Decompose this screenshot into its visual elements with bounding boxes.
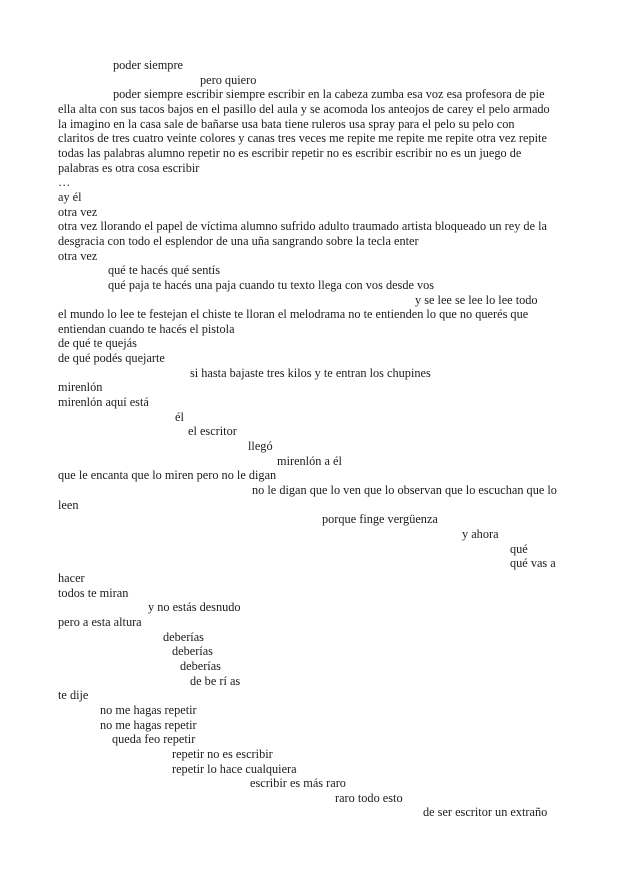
poem-line: deberías — [172, 644, 213, 659]
poem-line: entiendan cuando te hacés el pistola — [58, 321, 235, 336]
poem-line: palabras es otra cosa escribir — [58, 160, 200, 175]
poem-line: repetir lo hace cualquiera — [172, 761, 297, 776]
poem-line: deberías — [180, 658, 221, 673]
poem-line: de qué podés quejarte — [58, 351, 165, 366]
poem-line: de qué te quejás — [58, 336, 137, 351]
poem-line: pero a esta altura — [58, 614, 142, 629]
poem-line: todas las palabras alumno repetir no es escribir repetir no es escribir escribir no es un juego de — [58, 145, 522, 160]
poem-line: desgracia con todo el esplendor de una uña sangrando sobre la tecla enter — [58, 233, 419, 248]
poem-line: hacer — [58, 570, 85, 585]
poem-line: qué — [510, 541, 528, 556]
poem-line: otra vez — [58, 248, 98, 263]
poem-line: no me hagas repetir — [100, 717, 197, 732]
poem-line: y no estás desnudo — [148, 600, 241, 615]
poem-text — [58, 58, 588, 820]
poem-line: mirenlón — [58, 380, 103, 395]
poem-line: que le encanta que lo miren pero no le digan — [58, 468, 277, 483]
poem-line: de ser escritor un extraño — [423, 805, 548, 820]
poem-line: qué vas a — [510, 556, 556, 571]
poem-line: el mundo lo lee te festejan el chiste te lloran el melodrama no te entienden lo que no querés que — [58, 307, 529, 322]
poem-line: mirenlón a él — [277, 453, 342, 468]
poem-line: y se lee se lee lo lee todo — [415, 292, 538, 307]
poem-line: porque finge vergüenza — [322, 512, 438, 527]
poem-line: él — [175, 409, 184, 424]
poem-line: raro todo esto — [335, 790, 403, 805]
poem-line: de be rí as — [190, 673, 241, 688]
poem-line: otra vez — [58, 204, 98, 219]
poem-line: no le digan que lo ven que lo observan que lo escuchan que lo — [252, 483, 557, 498]
poem-line: no me hagas repetir — [100, 702, 197, 717]
poem-line: queda feo repetir — [112, 732, 196, 747]
poem-line: y ahora — [462, 527, 499, 541]
poem-line: poder siempre escribir siempre escribir en la cabeza zumba esa voz esa profesora de pie — [113, 87, 545, 102]
poem-line: todos te miran — [58, 585, 129, 600]
poem-line: qué paja te hacés una paja cuando tu texto llega con vos desde vos — [108, 277, 435, 292]
poem-line: llegó — [248, 439, 273, 454]
poem-line: te dije — [58, 688, 89, 703]
poem-line: poder siempre — [113, 58, 183, 72]
poem-line: mirenlón aquí está — [58, 395, 149, 410]
poem-line: pero quiero — [200, 72, 257, 87]
poem-line: deberías — [163, 629, 204, 644]
poem-line: … — [58, 175, 71, 190]
poem-line: repetir no es escribir — [172, 746, 273, 761]
poem-line: si hasta bajaste tres kilos y te entran los chupines — [190, 365, 431, 380]
poem-line: escribir es más raro — [250, 776, 346, 791]
poem-line: claritos de tres cuatro veinte colores y canas tres veces me repite me repite me repite otra vez repite — [58, 131, 547, 146]
poem-line: ella alta con sus tacos bajos en el pasillo del aula y se acomoda los anteojos de carey el pelo armado — [58, 101, 550, 116]
poem-line: qué te hacés qué sentís — [108, 263, 220, 278]
poem-line: la imagino en la casa sale de bañarse usa bata tiene ruleros usa spray para el pelo su pelo con — [58, 116, 515, 131]
poem-line: el escritor — [188, 424, 237, 439]
poem-line: leen — [58, 497, 79, 512]
poem-line: ay él — [58, 189, 82, 204]
poem-line: otra vez llorando el papel de víctima alumno sufrido adulto traumado artista bloqueado un rey de la — [58, 219, 547, 234]
